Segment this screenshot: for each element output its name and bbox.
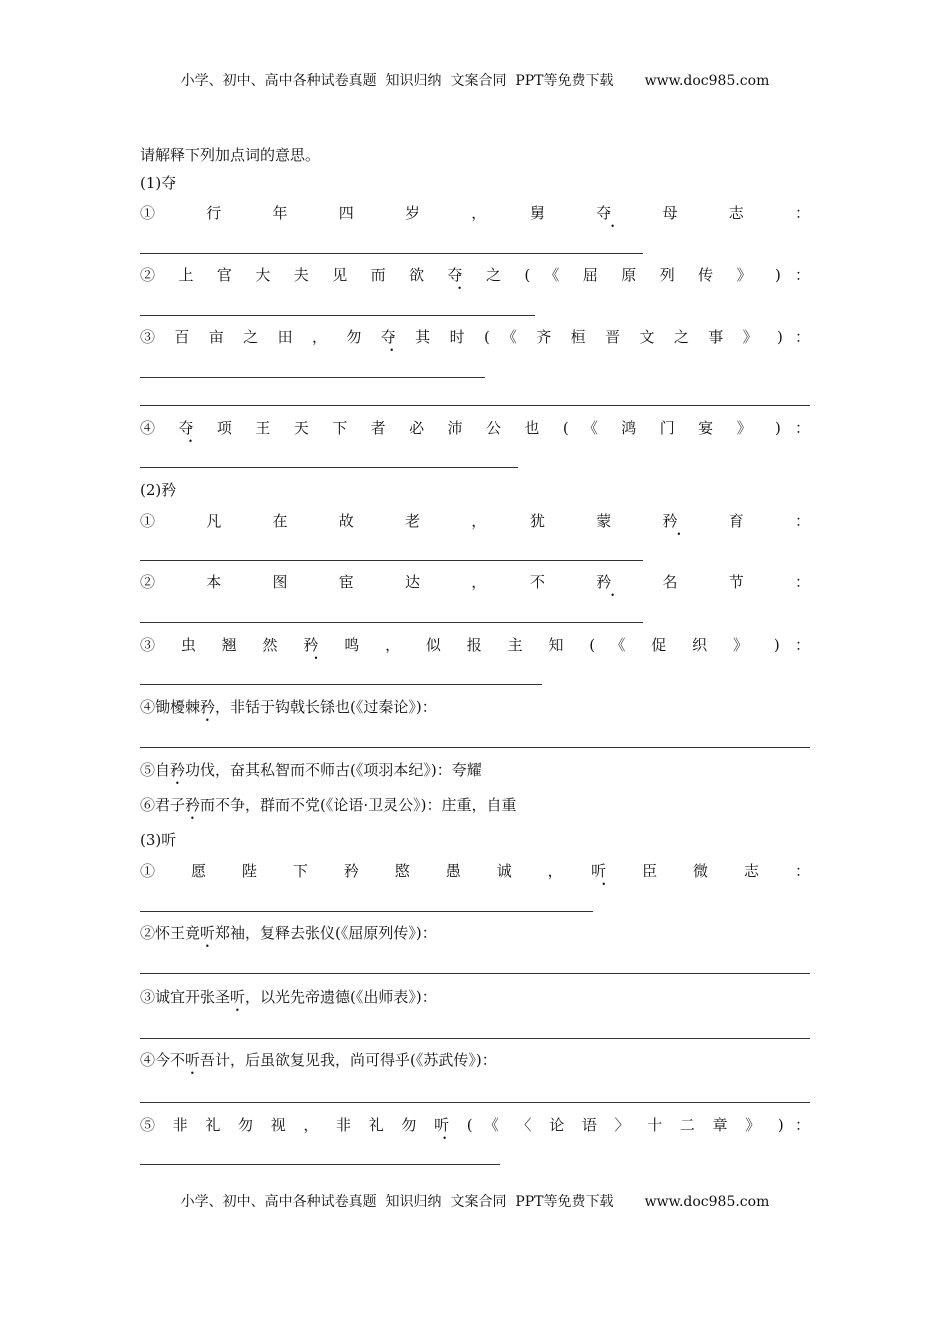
text: ，非铦于钩戟长铩也(《过秦论》)： xyxy=(215,698,437,716)
text: ③ 虫 翘 然 xyxy=(140,636,304,654)
text: 之 ( 《 屈 原 列 传 》 ) ： xyxy=(471,266,810,284)
answer-line[interactable] xyxy=(140,315,535,316)
question-line xyxy=(140,572,810,600)
answer-line[interactable] xyxy=(140,467,518,468)
question-line xyxy=(140,987,437,1015)
dotted-word: 听 xyxy=(591,862,617,880)
question-line xyxy=(140,327,810,355)
answer-line[interactable] xyxy=(140,405,810,406)
text: 其 时 ( 《 齐 桓 晋 文 之 事 》 ) ： xyxy=(403,328,810,346)
answer-line[interactable] xyxy=(140,1038,810,1039)
instruction: 请解释下列加点词的意思。 xyxy=(140,146,321,164)
text: ⑥君子 xyxy=(140,796,186,814)
dotted-word: 矜 xyxy=(596,573,630,591)
dotted-word: 夺 xyxy=(380,328,404,346)
dotted-word: 矜 xyxy=(200,698,216,716)
answer-line[interactable] xyxy=(140,747,810,748)
text: ②怀王竟 xyxy=(140,924,201,942)
text: 名 节 ： xyxy=(629,573,810,591)
text: ⑤ 非 礼 勿 视 ， 非 礼 勿 xyxy=(140,1116,435,1134)
section-title: (1)夺 xyxy=(140,174,177,192)
text: 而不争，群而不党(《论语·卫灵公》)：庄重，自重 xyxy=(200,796,517,814)
question-line xyxy=(140,203,810,231)
page-footer: 小学、初中、高中各种试卷真题 知识归纳 文案合同 PPT等免费下载 www.doc985.com xyxy=(180,1194,770,1210)
text: ① 愿 陛 下 矜 愍 愚 诚 ， xyxy=(140,862,592,880)
dotted-word: 矜 xyxy=(170,761,186,779)
text: 臣 微 志 ： xyxy=(616,862,810,880)
answer-line[interactable] xyxy=(140,1164,500,1165)
section-title: (3)听 xyxy=(140,831,177,849)
answer-line[interactable] xyxy=(140,1102,810,1103)
dotted-word: 夺 xyxy=(447,266,472,284)
dotted-word: 矜 xyxy=(185,796,201,814)
question-line xyxy=(140,265,810,293)
dotted-word: 听 xyxy=(200,924,216,942)
answer-line[interactable] xyxy=(140,253,643,254)
answer-line[interactable] xyxy=(140,377,485,378)
text: 郑袖，复释去张仪(《屈原列传》)： xyxy=(215,924,437,942)
question-line xyxy=(140,923,437,951)
text: ② 上 官 大 夫 见 而 欲 xyxy=(140,266,448,284)
text: ② 本 图 宦 达 ， 不 xyxy=(140,573,597,591)
text: ⑤自 xyxy=(140,761,171,779)
dotted-word: 矜 xyxy=(662,512,696,530)
question-line xyxy=(140,760,482,788)
text: 项 王 天 下 者 必 沛 公 也 ( 《 鸿 门 宴 》 ) ： xyxy=(202,419,810,437)
question-line xyxy=(140,418,810,446)
question-line xyxy=(140,861,810,889)
question-line xyxy=(140,635,810,663)
answer-line[interactable] xyxy=(140,622,643,623)
dotted-word: 夺 xyxy=(178,419,203,437)
text: ④ xyxy=(140,419,179,437)
text: ( 《 〈 论 语 〉 十 二 章 》 ) ： xyxy=(455,1116,810,1134)
text: 育 ： xyxy=(695,512,810,530)
text: ④锄櫌棘 xyxy=(140,698,201,716)
text: ③ 百 亩 之 田 ， 勿 xyxy=(140,328,381,346)
question-line xyxy=(140,697,437,725)
text: ① 行 年 四 岁 ， 舅 xyxy=(140,204,597,222)
text: ① 凡 在 故 老 ， 犹 蒙 xyxy=(140,512,663,530)
question-line xyxy=(140,511,810,539)
text: 母 志 ： xyxy=(629,204,810,222)
dotted-word: 夺 xyxy=(596,204,630,222)
text: ，以光先帝遗德(《出师表》)： xyxy=(245,988,437,1006)
dotted-word: 听 xyxy=(185,1051,201,1069)
text: ④今不 xyxy=(140,1051,186,1069)
dotted-word: 听 xyxy=(230,988,246,1006)
text: 功伐，奋其私智而不师古(《项羽本纪》)：夸耀 xyxy=(185,761,482,779)
text: 鸣 ， 似 报 主 知 ( 《 促 织 》 ) ： xyxy=(328,636,810,654)
text: ③诚宜开张圣 xyxy=(140,988,231,1006)
answer-line[interactable] xyxy=(140,973,810,974)
dotted-word: 矜 xyxy=(303,636,329,654)
question-line xyxy=(140,1115,810,1143)
question-line xyxy=(140,1050,497,1078)
dotted-word: 听 xyxy=(434,1116,456,1134)
question-line xyxy=(140,795,517,823)
answer-line[interactable] xyxy=(140,911,593,912)
section-title: (2)矜 xyxy=(140,481,177,499)
answer-line[interactable] xyxy=(140,560,643,561)
page-header: 小学、初中、高中各种试卷真题 知识归纳 文案合同 PPT等免费下载 www.doc985.com xyxy=(180,73,770,89)
answer-line[interactable] xyxy=(140,684,542,685)
text: 吾计，后虽欲复见我，尚可得乎(《苏武传》)： xyxy=(200,1051,497,1069)
